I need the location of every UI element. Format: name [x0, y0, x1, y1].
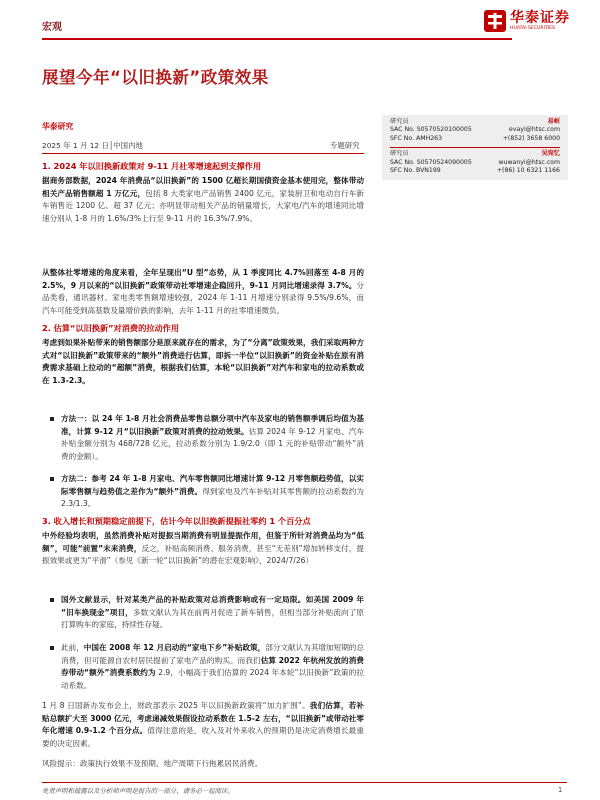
section-paragraph [42, 700, 364, 750]
bullet-square-icon [50, 477, 54, 481]
bullet-item [42, 642, 364, 692]
analyst-role: 研究员 [390, 150, 409, 158]
analyst-role: 研究员 [390, 118, 409, 125]
para-text: 部分文献认为其增加短期的总消费，但可能源自农村居民提前了家电产品的购买。而我们 [61, 643, 364, 665]
category-label: 宏观 [42, 22, 62, 33]
date-region: 2025 年 1 月 12 日│中国内地 [42, 141, 143, 150]
analyst-cert: SAC No. S0570524090005 [390, 158, 472, 166]
category-tag [42, 18, 62, 33]
para-bold: 中外经验均表明，虽然消费补贴对提振当期消费有明显提振作用，但鉴于所针对消费品均为“低频”，可能“前置”未来消费， [42, 531, 364, 553]
brand-label: 华泰研究 [42, 122, 74, 131]
para-text: 多数文献认为其在前两月促进了新车销售，但相当部分补贴流向了原打算购车的家庭，持续性存疑。 [61, 607, 364, 630]
analyst-email[interactable]: wuwanyi@htsc.com [498, 158, 560, 166]
bullet-square-icon [50, 646, 54, 650]
analyst-1 [390, 118, 560, 148]
page-number: 1 [558, 786, 563, 794]
bullet-item [42, 413, 364, 463]
para-text: 包括 8 大类家电产品销售 2400 亿元，家装厨卫和电动自行车新车销售近 1200 亿、超 37 亿元；亦明显带动相关产品的销量增长，大家电/汽车的增速同比增速分别从 1-8 月的 1.6%/3%上行至 9-11 月的 16.3%/7.9%。 [42, 188, 364, 223]
footer-disclaimer: 免责声明和披露以及分析师声明是报告的一部分，请务必一起阅读。 [42, 787, 234, 795]
bullet-text [61, 413, 364, 463]
para-bold: 中国在 2008 年 12 月启动的“家电下乡”补贴政策， [83, 643, 266, 652]
analyst-phone: +(86) 10 6321 1166 [496, 167, 560, 175]
report-type: 专题研究 [330, 141, 360, 150]
company-logo [484, 10, 570, 32]
meta-rule [42, 153, 364, 154]
para-bold: 据商务部数据，2024 年消费品“以旧换新”的 1500 亿超长期国债资金基本使用完，整体带动相关产品销售额超 1 万亿元， [42, 176, 364, 198]
analyst-cert: SFC No. AMH263 [390, 134, 443, 142]
para-bold: 方法二：参考 24 年 1-8 月家电、汽车零售额同比增速计算 9-12 月零售额趋势值，以实际零售额与趋势值之差作为“额外”消费。 [61, 474, 364, 496]
analyst-name: 吴宛忆 [541, 150, 560, 158]
analyst-panel [382, 115, 568, 180]
para-bold: 方法一：以 24 年 1-8 月社会消费品零售总额分项中汽车及家电的销售额季调后均值为基准，计算 9-12 月“以旧换新”政策对消费的拉动效果。 [61, 414, 364, 436]
section-paragraph [42, 530, 364, 580]
bullet-text [61, 642, 364, 692]
para-text: 1 月 8 日国新办发布会上，财政部表示 2025 年以旧换新政策将“加力扩围”。 [42, 701, 310, 710]
para-text: 估算 2024 年 9-12 月家电、汽车补贴金额分别为 468/728 亿元，拉动系数分别为 1.9/2.0（即 1 元的补贴带动“额外”消费的金额）。 [61, 426, 364, 461]
section-heading: 2. 估算“以旧换新”对消费的拉动作用 [42, 323, 180, 333]
para-text: 反之，补贴高频消费、服务消费，甚至“无差别”增加转移支付，提振效果或更为“平滑”（参见《新一轮“以旧换新”的潜在宏观影响》，2024/7/26） [42, 543, 364, 566]
section-1 [42, 161, 364, 339]
page-title: 展望今年“以旧换新”政策效果 [42, 68, 269, 87]
bullet-text [61, 473, 364, 511]
para-bold: 国外文献显示，针对某类产品的补贴政策对总消费影响或有一定局限。如美国 2009 年 “旧车换现金”项目， [61, 595, 364, 617]
para-text: 值得注意的是，收入及对外来收入的预期仍是决定消费增长最重要的决定因素。 [42, 726, 364, 748]
bullet-square-icon [50, 417, 54, 421]
footer-rule [42, 782, 567, 783]
para-text: 分品类看，通讯器材、家电类零售额增速较强，2024 年 1-11 月增速分别录得 9.5%/9.6%，而汽车可能受到高基数及量增价跌的影响，去年 1-11 月的社零增速微负。 [42, 280, 364, 315]
para-bold: 估算 2022 年杭州发放的消费券带动“额外”消费系数约为 [61, 655, 364, 678]
analyst-email[interactable]: evayi@htsc.com [509, 126, 560, 134]
bullet-item [42, 473, 364, 511]
huatai-logo-icon [484, 10, 506, 32]
header-rule [42, 38, 512, 40]
section-2 [42, 323, 364, 511]
para-bold: 我们估算，若补贴总额扩大至 3000 亿元，考虑递减效果假设拉动系数在 1.5-2 左右，“以旧换新”或带动社零年化增速 0.9-1.2 个百分点。 [42, 701, 364, 736]
section-heading: 3. 收入增长和预期稳定前提下，估计今年以旧换新提振社零约 1 个百分点 [42, 516, 311, 526]
para-text: 2.9，小幅高于我们估算的 2024 年本轮“以旧换新”政策的拉动系数。 [61, 668, 364, 690]
logo-text-en: HUATAI SECURITIES [510, 25, 555, 31]
section-paragraph [42, 175, 364, 259]
section-paragraph: 考虑到如果补贴带来的销售额部分是原来就存在的需求，为了“分离”政策效果，我们采取两种方式对“以旧换新”政策带来的“额外”消费进行估算，即拆一半位“以旧换新”的资金补贴在原有消费需求基础上拉动的“超额”消费，根据我们估算，本轮“以旧换新”对汽车和家电的拉动系数或在 1.3-2.3。 [42, 338, 364, 385]
analyst-cert: SFC No. BVN199 [390, 167, 441, 175]
para-text: 此前， [61, 643, 84, 652]
analyst-name: 易峘 [547, 118, 560, 125]
para-bold: 从整体社零增速的角度来看，全年呈现出“U 型”态势，从 1 季度同比 4.7%回落至 4-8 月的 2.5%，9 月以来的“以旧换新”政策带动社零增速企稳回升，9-11 月同比增速录得 3.7%。 [42, 268, 364, 290]
para-text: 得到家电及汽车补贴对其零售额的拉动系数约为 2.3/1.3。 [61, 486, 364, 509]
analyst-phone: +(852) 3658 6000 [502, 134, 560, 142]
bullet-item [42, 594, 364, 632]
risk-note: 风险提示：政策执行效果不及预期、地产周期下行拖累居民消费。 [42, 759, 263, 768]
section-3 [42, 516, 364, 692]
analyst-cert: SAC No. S0570520100005 [390, 126, 472, 134]
bullet-square-icon [50, 598, 54, 602]
closing-section [42, 700, 364, 771]
analyst-2 [390, 148, 560, 175]
bullet-text [61, 594, 364, 632]
section-heading: 1. 2024 年以旧换新政策对 9-11 月社零增速起到支撑作用 [42, 161, 262, 171]
logo-text-cn: 华泰证券 [510, 9, 570, 26]
